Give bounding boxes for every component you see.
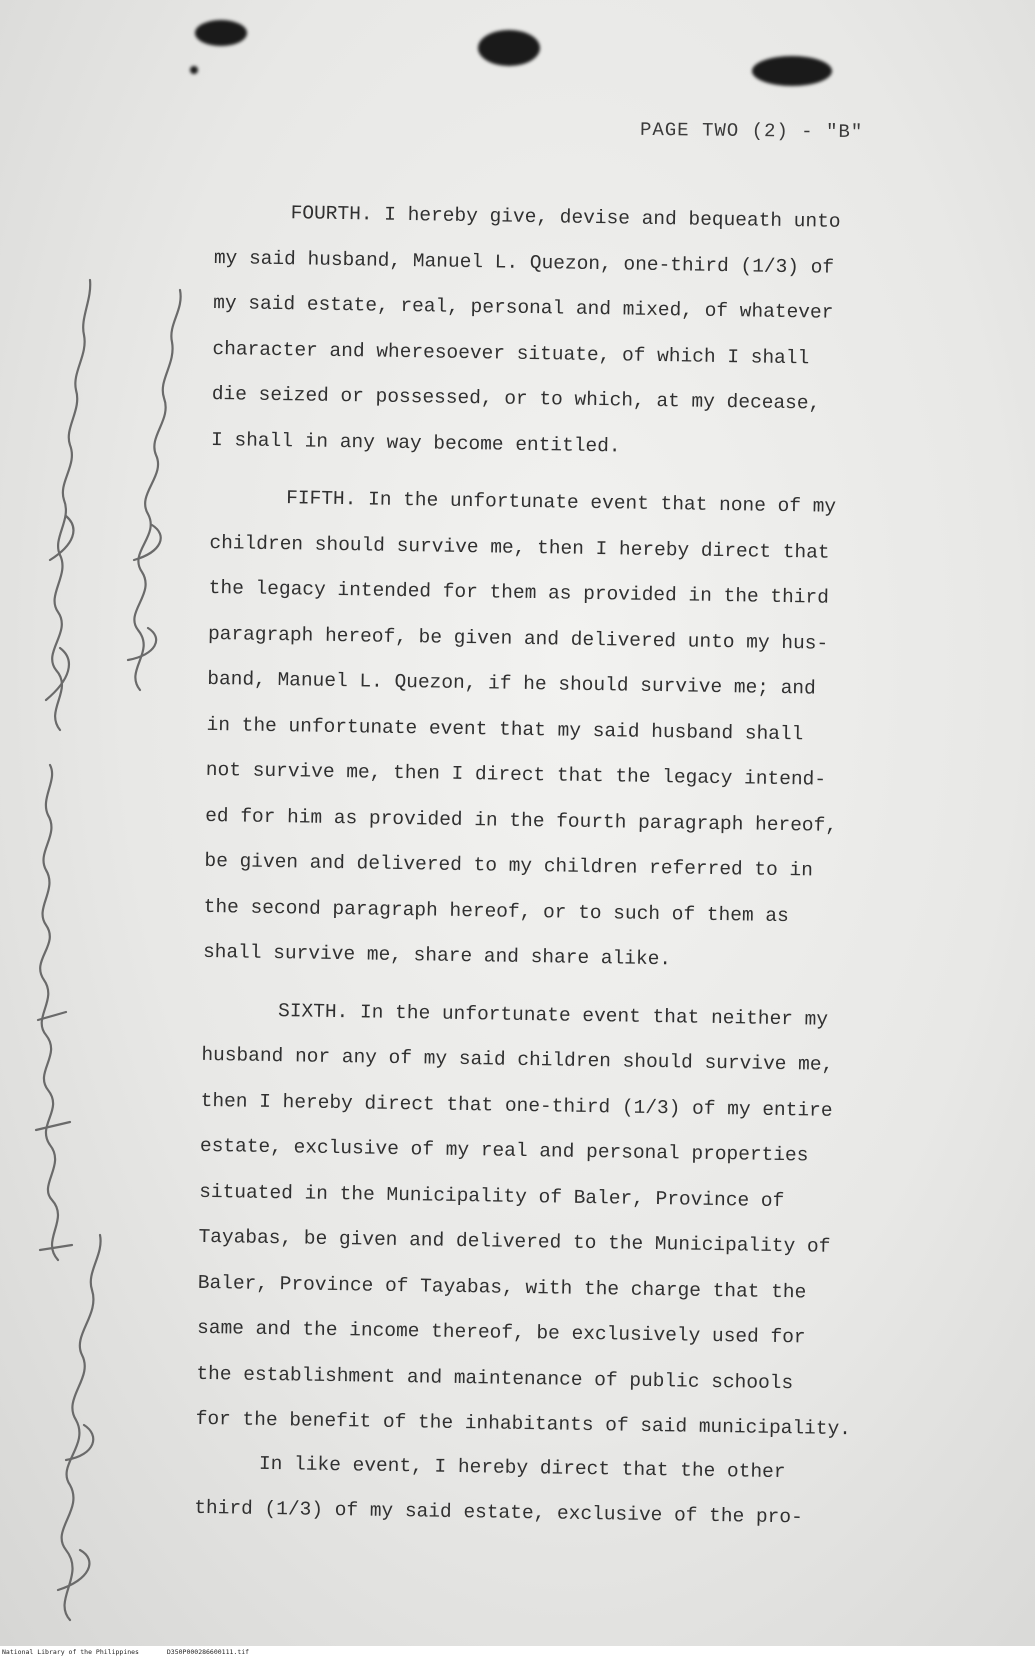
text-line: I shall in any way become entitled. bbox=[210, 428, 621, 457]
text-line: ed for him as provided in the fourth paragraph hereof, bbox=[205, 804, 838, 837]
text-line: band, Manuel L. Quezon, if he should survive me; and bbox=[207, 667, 816, 700]
archive-footer bbox=[0, 1646, 1035, 1658]
text-line: the establishment and maintenance of public schools bbox=[196, 1362, 794, 1394]
text-line: die seized or possessed, or to which, at my decease, bbox=[211, 382, 821, 415]
ink-blot-2 bbox=[478, 30, 540, 66]
text-line: in the unfortunate event that my said husband shall bbox=[206, 713, 804, 745]
text-line: children should survive me, then I hereby direct that bbox=[209, 531, 830, 564]
file-id: D350P000286600111.tif bbox=[166, 1648, 250, 1656]
text-line: Tayabas, be given and delivered to the Municipality of bbox=[198, 1225, 831, 1258]
text-line: be given and delivered to my children referred to in bbox=[204, 849, 814, 882]
ink-blot-3 bbox=[752, 56, 832, 86]
text-line: husband nor any of my said children should survive me, bbox=[201, 1043, 834, 1076]
will-body-text bbox=[194, 190, 975, 1555]
text-line: my said estate, real, personal and mixed, of whatever bbox=[213, 291, 834, 324]
text-line: the second paragraph hereof, or to such of them as bbox=[203, 895, 789, 927]
ink-blot-1 bbox=[195, 20, 247, 46]
text-line: same and the income thereof, be exclusively used for bbox=[196, 1316, 806, 1349]
text-line: estate, exclusive of my real and personal properties bbox=[199, 1134, 809, 1167]
paragraph-fifth bbox=[203, 475, 971, 987]
text-line: situated in the Municipality of Baler, Province of bbox=[199, 1180, 785, 1212]
text-line: Baler, Province of Tayabas, with the charge that the bbox=[197, 1271, 807, 1303]
text-line: In like event, I hereby direct that the other bbox=[258, 1452, 786, 1483]
text-line: FOURTH. I hereby give, devise and bequeath unto bbox=[290, 202, 841, 233]
signature-aurora-quezon bbox=[40, 765, 58, 1260]
paragraph-sixth bbox=[195, 987, 962, 1454]
ink-speck bbox=[190, 66, 198, 74]
text-line: character and wheresoever situate, of which I shall bbox=[212, 337, 810, 369]
text-line: FIFTH. In the unfortunate event that none of my bbox=[285, 487, 837, 518]
text-line: for the benefit of the inhabitants of said municipality. bbox=[195, 1407, 852, 1441]
text-line: the legacy intended for them as provided in the third bbox=[208, 576, 830, 609]
signature-felipe-buencamino bbox=[52, 280, 90, 730]
archive-name: National Library of the Philippines bbox=[2, 1648, 139, 1656]
text-line: then I hereby direct that one-third (1/3) of my entire bbox=[200, 1089, 833, 1122]
margin-signatures bbox=[0, 260, 190, 1640]
text-line: not survive me, then I direct that the legacy intend- bbox=[205, 758, 827, 791]
text-line: shall survive me, share and share alike. bbox=[202, 940, 672, 971]
page-header: PAGE TWO (2) - "B" bbox=[639, 118, 864, 144]
paragraph-continuation bbox=[194, 1440, 955, 1543]
signature-ramon-lopez bbox=[134, 290, 180, 690]
paragraph-fourth bbox=[211, 190, 975, 475]
signature-rafael-ruiz bbox=[62, 1235, 101, 1620]
text-line: SIXTH. In the unfortunate event that neither my bbox=[277, 999, 829, 1031]
text-line: my said husband, Manuel L. Quezon, one-third (1/3) of bbox=[213, 246, 835, 279]
text-line: paragraph hereof, be given and delivered unto my hus- bbox=[207, 622, 829, 655]
text-line: third (1/3) of my said estate, exclusive of the pro- bbox=[194, 1496, 803, 1529]
